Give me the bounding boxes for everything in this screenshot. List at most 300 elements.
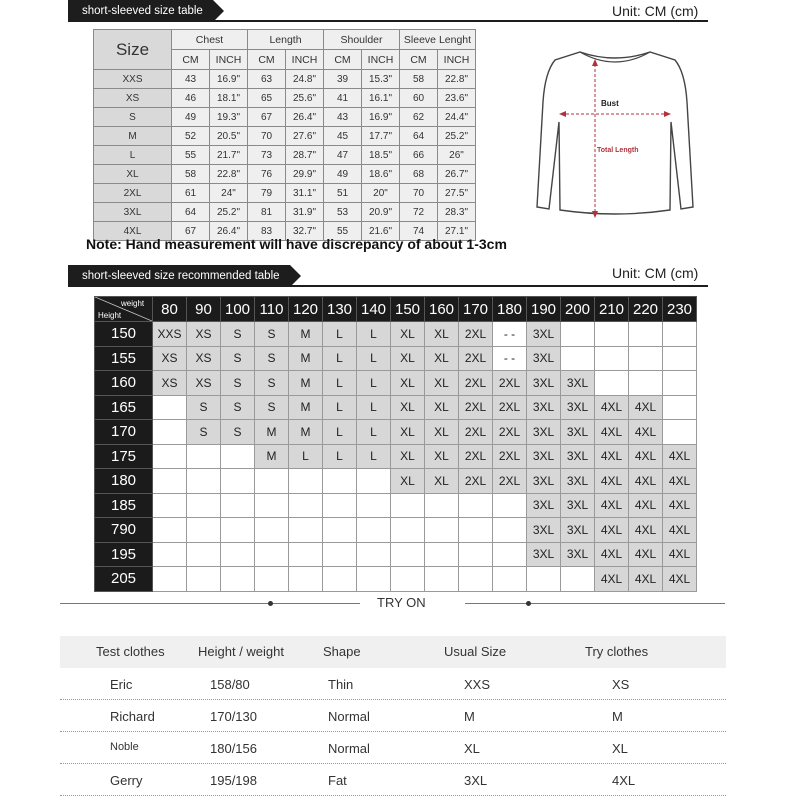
try-cell: 158/80 bbox=[210, 677, 250, 692]
size-value: 67 bbox=[248, 108, 286, 127]
size-value: 26" bbox=[438, 146, 476, 165]
size-cell bbox=[255, 518, 289, 543]
try-row bbox=[60, 732, 726, 764]
size-cell bbox=[187, 542, 221, 567]
size-value: 25.2" bbox=[210, 203, 248, 222]
size-cell: 3XL bbox=[561, 542, 595, 567]
size-cell: XS bbox=[153, 346, 187, 371]
height-row bbox=[95, 395, 697, 420]
size-label: 4XL bbox=[94, 222, 172, 241]
unit-label: Unit: CM (cm) bbox=[612, 3, 699, 19]
size-cell: S bbox=[187, 420, 221, 445]
try-header: Usual Size bbox=[444, 644, 507, 659]
size-cell: 2XL bbox=[459, 371, 493, 396]
size-label: L bbox=[94, 146, 172, 165]
try-header: Try clothes bbox=[585, 644, 649, 659]
size-cell: XL bbox=[425, 395, 459, 420]
size-cell: 3XL bbox=[561, 493, 595, 518]
size-cell bbox=[323, 518, 357, 543]
size-cell bbox=[187, 518, 221, 543]
unit-header: CM bbox=[324, 50, 362, 70]
length-arrow-bottom bbox=[592, 211, 598, 218]
weight-header: 130 bbox=[323, 297, 357, 322]
height-label: 165 bbox=[95, 395, 153, 420]
size-cell: 4XL bbox=[629, 542, 663, 567]
size-cell bbox=[221, 493, 255, 518]
weight-header: 210 bbox=[595, 297, 629, 322]
size-value: 25.6" bbox=[286, 89, 324, 108]
try-row bbox=[60, 668, 726, 700]
height-row bbox=[95, 346, 697, 371]
size-cell: XL bbox=[391, 346, 425, 371]
size-cell: XS bbox=[187, 346, 221, 371]
size-value: 17.7" bbox=[362, 127, 400, 146]
size-cell: M bbox=[289, 322, 323, 347]
size-cell: L bbox=[323, 420, 357, 445]
size-value: 22.8" bbox=[438, 70, 476, 89]
size-group-row bbox=[94, 30, 476, 50]
size-value: 79 bbox=[248, 184, 286, 203]
size-cell bbox=[187, 493, 221, 518]
size-value: 31.1" bbox=[286, 184, 324, 203]
try-cell: Normal bbox=[328, 709, 370, 724]
size-cell: XL bbox=[425, 444, 459, 469]
size-cell: - - bbox=[493, 322, 527, 347]
size-cell: S bbox=[255, 395, 289, 420]
size-value: 31.9" bbox=[286, 203, 324, 222]
size-value: 58 bbox=[400, 70, 438, 89]
size-value: 81 bbox=[248, 203, 286, 222]
measurement-note: Note: Hand measurement will have discrepancy of about 1-3cm bbox=[86, 236, 507, 252]
size-cell: 3XL bbox=[527, 542, 561, 567]
size-value: 73 bbox=[248, 146, 286, 165]
size-cell: M bbox=[289, 371, 323, 396]
size-value: 32.7" bbox=[286, 222, 324, 241]
size-value: 43 bbox=[324, 108, 362, 127]
try-cell: M bbox=[464, 709, 475, 724]
size-cell bbox=[459, 518, 493, 543]
size-value: 18.6" bbox=[362, 165, 400, 184]
try-cell: Normal bbox=[328, 741, 370, 756]
size-cell: 3XL bbox=[527, 371, 561, 396]
size-value: 66 bbox=[400, 146, 438, 165]
size-cell bbox=[153, 395, 187, 420]
size-cell: 4XL bbox=[595, 567, 629, 592]
size-cell bbox=[459, 567, 493, 592]
size-cell: S bbox=[255, 346, 289, 371]
size-cell: 3XL bbox=[527, 322, 561, 347]
height-label: 150 bbox=[95, 322, 153, 347]
tryon-dot-right bbox=[526, 601, 531, 606]
unit-header: INCH bbox=[210, 50, 248, 70]
size-value: 76 bbox=[248, 165, 286, 184]
size-value: 25.2" bbox=[438, 127, 476, 146]
size-cell: 3XL bbox=[527, 469, 561, 494]
size-cell bbox=[663, 371, 697, 396]
size-cell: 4XL bbox=[663, 542, 697, 567]
size-cell bbox=[187, 444, 221, 469]
size-table bbox=[93, 29, 476, 241]
size-value: 83 bbox=[248, 222, 286, 241]
size-cell: 4XL bbox=[629, 567, 663, 592]
size-value: 16.9" bbox=[362, 108, 400, 127]
total-length-label: Total Length bbox=[597, 147, 639, 154]
try-cell: XXS bbox=[464, 677, 491, 692]
try-cell: M bbox=[612, 709, 623, 724]
weight-header-row bbox=[95, 297, 697, 322]
size-cell bbox=[357, 567, 391, 592]
size-value: 64 bbox=[172, 203, 210, 222]
size-value: 41 bbox=[324, 89, 362, 108]
size-value: 20.5" bbox=[210, 127, 248, 146]
weight-header: 110 bbox=[255, 297, 289, 322]
size-cell bbox=[425, 567, 459, 592]
size-value: 18.1" bbox=[210, 89, 248, 108]
size-label: XS bbox=[94, 89, 172, 108]
size-cell: 2XL bbox=[493, 469, 527, 494]
size-cell bbox=[255, 469, 289, 494]
size-cell: 4XL bbox=[629, 469, 663, 494]
size-cell bbox=[595, 322, 629, 347]
size-cell: 3XL bbox=[527, 493, 561, 518]
size-cell bbox=[629, 346, 663, 371]
size-cell bbox=[289, 518, 323, 543]
weight-header: 90 bbox=[187, 297, 221, 322]
size-value: 18.5" bbox=[362, 146, 400, 165]
size-cell bbox=[493, 493, 527, 518]
size-cell: XL bbox=[391, 371, 425, 396]
size-cell: XL bbox=[425, 322, 459, 347]
size-cell: XL bbox=[425, 469, 459, 494]
size-cell bbox=[561, 322, 595, 347]
size-value: 27.1" bbox=[438, 222, 476, 241]
try-cell: 170/130 bbox=[210, 709, 257, 724]
height-label: 185 bbox=[95, 493, 153, 518]
size-value: 62 bbox=[400, 108, 438, 127]
size-cell bbox=[255, 567, 289, 592]
weight-header: 100 bbox=[221, 297, 255, 322]
height-label: 160 bbox=[95, 371, 153, 396]
size-cell bbox=[663, 346, 697, 371]
size-cell bbox=[153, 567, 187, 592]
size-value: 39 bbox=[324, 70, 362, 89]
size-cell: 4XL bbox=[595, 395, 629, 420]
size-cell bbox=[323, 469, 357, 494]
size-cell bbox=[391, 542, 425, 567]
size-value: 15.3" bbox=[362, 70, 400, 89]
try-cell: XL bbox=[464, 741, 480, 756]
height-row bbox=[95, 567, 697, 592]
size-value: 47 bbox=[324, 146, 362, 165]
height-row bbox=[95, 420, 697, 445]
size-value: 52 bbox=[172, 127, 210, 146]
try-header: Height / weight bbox=[198, 644, 284, 659]
size-cell bbox=[323, 493, 357, 518]
size-value: 21.7" bbox=[210, 146, 248, 165]
corner-cell bbox=[95, 297, 153, 322]
size-cell: L bbox=[357, 322, 391, 347]
size-cell bbox=[459, 493, 493, 518]
size-cell bbox=[153, 420, 187, 445]
try-cell: XS bbox=[612, 677, 630, 692]
size-value: 19.3" bbox=[210, 108, 248, 127]
weight-header: 220 bbox=[629, 297, 663, 322]
size-cell bbox=[357, 469, 391, 494]
unit-header: CM bbox=[172, 50, 210, 70]
weight-header: 200 bbox=[561, 297, 595, 322]
size-cell: M bbox=[289, 420, 323, 445]
size-cell: S bbox=[221, 371, 255, 396]
height-label: 195 bbox=[95, 542, 153, 567]
recommended-size-table bbox=[94, 296, 697, 592]
weight-header: 180 bbox=[493, 297, 527, 322]
size-value: 26.4" bbox=[210, 222, 248, 241]
height-row bbox=[95, 542, 697, 567]
corner-weight-label: weight bbox=[121, 299, 145, 308]
size-value: 20" bbox=[362, 184, 400, 203]
size-value: 64 bbox=[400, 127, 438, 146]
size-row bbox=[94, 203, 476, 222]
unit-header: CM bbox=[400, 50, 438, 70]
size-value: 55 bbox=[172, 146, 210, 165]
size-cell: 4XL bbox=[629, 493, 663, 518]
size-cell: 3XL bbox=[561, 469, 595, 494]
size-cell: 3XL bbox=[527, 395, 561, 420]
size-cell bbox=[663, 395, 697, 420]
rec-unit-label: Unit: CM (cm) bbox=[612, 265, 699, 281]
size-cell: 3XL bbox=[561, 371, 595, 396]
size-value: 26.4" bbox=[286, 108, 324, 127]
size-cell bbox=[221, 469, 255, 494]
size-cell bbox=[425, 542, 459, 567]
size-cell: S bbox=[255, 322, 289, 347]
size-cell: L bbox=[357, 420, 391, 445]
try-cell: 180/156 bbox=[210, 741, 257, 756]
try-cell: Eric bbox=[110, 677, 133, 692]
height-row bbox=[95, 322, 697, 347]
size-cell: 4XL bbox=[663, 444, 697, 469]
try-row bbox=[60, 764, 726, 796]
size-cell bbox=[187, 469, 221, 494]
size-cell bbox=[323, 542, 357, 567]
size-cell: 3XL bbox=[527, 444, 561, 469]
size-label: S bbox=[94, 108, 172, 127]
size-cell bbox=[153, 469, 187, 494]
corner-height-label: Height bbox=[98, 311, 122, 320]
size-cell bbox=[153, 518, 187, 543]
size-cell: XL bbox=[391, 469, 425, 494]
size-value: 70 bbox=[248, 127, 286, 146]
size-cell bbox=[391, 493, 425, 518]
size-value: 55 bbox=[324, 222, 362, 241]
try-cell: Gerry bbox=[110, 773, 143, 788]
tryon-rule-left bbox=[60, 603, 360, 604]
size-cell: L bbox=[357, 371, 391, 396]
group-header: Sleeve Lenght bbox=[400, 30, 476, 50]
size-label: 3XL bbox=[94, 203, 172, 222]
size-cell bbox=[357, 493, 391, 518]
size-cell: 4XL bbox=[629, 420, 663, 445]
try-on-table bbox=[60, 636, 726, 796]
size-cell bbox=[289, 542, 323, 567]
size-cell bbox=[289, 469, 323, 494]
size-cell: XL bbox=[425, 420, 459, 445]
size-cell: L bbox=[289, 444, 323, 469]
size-value: 67 bbox=[172, 222, 210, 241]
size-cell bbox=[561, 346, 595, 371]
size-value: 21.6" bbox=[362, 222, 400, 241]
try-cell: XL bbox=[612, 741, 628, 756]
height-label: 790 bbox=[95, 518, 153, 543]
size-value: 22.8" bbox=[210, 165, 248, 184]
bust-arrow-right bbox=[664, 111, 671, 117]
group-header: Chest bbox=[172, 30, 248, 50]
weight-header: 80 bbox=[153, 297, 187, 322]
size-value: 49 bbox=[324, 165, 362, 184]
size-value: 46 bbox=[172, 89, 210, 108]
size-cell: XS bbox=[187, 371, 221, 396]
size-cell bbox=[663, 322, 697, 347]
tryon-title: TRY ON bbox=[377, 595, 426, 610]
size-cell: 4XL bbox=[595, 420, 629, 445]
size-cell: L bbox=[357, 395, 391, 420]
size-cell bbox=[289, 567, 323, 592]
size-cell: XL bbox=[425, 371, 459, 396]
size-cell: XL bbox=[391, 444, 425, 469]
size-cell: 2XL bbox=[459, 420, 493, 445]
size-cell bbox=[595, 371, 629, 396]
size-cell: 3XL bbox=[561, 518, 595, 543]
size-cell: 4XL bbox=[595, 518, 629, 543]
size-cell: XS bbox=[153, 371, 187, 396]
size-cell: L bbox=[357, 444, 391, 469]
size-cell bbox=[357, 542, 391, 567]
try-on-header-row bbox=[60, 636, 726, 668]
size-row bbox=[94, 89, 476, 108]
size-cell: 4XL bbox=[595, 444, 629, 469]
size-cell bbox=[221, 444, 255, 469]
size-cell bbox=[561, 567, 595, 592]
size-value: 74 bbox=[400, 222, 438, 241]
height-row bbox=[95, 493, 697, 518]
try-cell: Fat bbox=[328, 773, 347, 788]
size-cell: 2XL bbox=[493, 371, 527, 396]
bust-arrow-left bbox=[559, 111, 566, 117]
size-cell: 4XL bbox=[595, 493, 629, 518]
size-cell bbox=[221, 518, 255, 543]
size-value: 16.1" bbox=[362, 89, 400, 108]
size-cell: 3XL bbox=[527, 346, 561, 371]
weight-header: 160 bbox=[425, 297, 459, 322]
size-row bbox=[94, 127, 476, 146]
size-row bbox=[94, 70, 476, 89]
size-cell: L bbox=[323, 444, 357, 469]
size-cell bbox=[221, 542, 255, 567]
size-value: 24.8" bbox=[286, 70, 324, 89]
size-cell bbox=[493, 542, 527, 567]
size-value: 61 bbox=[172, 184, 210, 203]
size-value: 29.9" bbox=[286, 165, 324, 184]
height-row bbox=[95, 518, 697, 543]
shirt-collar bbox=[580, 52, 650, 62]
size-cell: L bbox=[357, 346, 391, 371]
height-label: 180 bbox=[95, 469, 153, 494]
size-value: 60 bbox=[400, 89, 438, 108]
unit-header: CM bbox=[248, 50, 286, 70]
unit-header: INCH bbox=[362, 50, 400, 70]
size-value: 58 bbox=[172, 165, 210, 184]
tryon-rule-right bbox=[465, 603, 725, 604]
size-cell: 4XL bbox=[663, 518, 697, 543]
size-value: 45 bbox=[324, 127, 362, 146]
height-row bbox=[95, 469, 697, 494]
size-cell bbox=[153, 493, 187, 518]
size-cell bbox=[255, 542, 289, 567]
size-label: 2XL bbox=[94, 184, 172, 203]
size-cell bbox=[663, 420, 697, 445]
unit-header: INCH bbox=[286, 50, 324, 70]
group-header: Length bbox=[248, 30, 324, 50]
size-value: 68 bbox=[400, 165, 438, 184]
size-value: 20.9" bbox=[362, 203, 400, 222]
size-value: 70 bbox=[400, 184, 438, 203]
size-value: 51 bbox=[324, 184, 362, 203]
size-header: Size bbox=[94, 30, 172, 70]
size-cell: S bbox=[221, 395, 255, 420]
size-value: 49 bbox=[172, 108, 210, 127]
size-cell bbox=[391, 567, 425, 592]
size-cell bbox=[391, 518, 425, 543]
bust-label: Bust bbox=[601, 99, 619, 108]
size-cell: XL bbox=[425, 346, 459, 371]
size-cell bbox=[629, 371, 663, 396]
length-arrow-top bbox=[592, 59, 598, 66]
height-row bbox=[95, 371, 697, 396]
size-cell bbox=[357, 518, 391, 543]
size-cell: 3XL bbox=[561, 395, 595, 420]
height-label: 205 bbox=[95, 567, 153, 592]
size-value: 63 bbox=[248, 70, 286, 89]
size-cell: - - bbox=[493, 346, 527, 371]
try-cell: 4XL bbox=[612, 773, 636, 788]
size-cell: S bbox=[221, 346, 255, 371]
weight-header: 120 bbox=[289, 297, 323, 322]
weight-header: 190 bbox=[527, 297, 561, 322]
size-cell: XL bbox=[391, 420, 425, 445]
size-value: 27.5" bbox=[438, 184, 476, 203]
size-value: 43 bbox=[172, 70, 210, 89]
height-label: 170 bbox=[95, 420, 153, 445]
size-cell: 3XL bbox=[527, 420, 561, 445]
corner-diagonal bbox=[95, 297, 152, 321]
size-value: 16.9" bbox=[210, 70, 248, 89]
size-cell: 4XL bbox=[629, 518, 663, 543]
size-row bbox=[94, 165, 476, 184]
size-row bbox=[94, 108, 476, 127]
size-cell: 2XL bbox=[459, 469, 493, 494]
size-cell: 2XL bbox=[459, 395, 493, 420]
size-cell: XS bbox=[187, 322, 221, 347]
size-cell: 3XL bbox=[561, 420, 595, 445]
shirt-outline bbox=[537, 52, 693, 214]
size-cell bbox=[153, 542, 187, 567]
unit-header: INCH bbox=[438, 50, 476, 70]
size-value: 24" bbox=[210, 184, 248, 203]
size-cell: L bbox=[323, 322, 357, 347]
size-cell: 4XL bbox=[595, 542, 629, 567]
size-value: 28.7" bbox=[286, 146, 324, 165]
size-value: 28.3" bbox=[438, 203, 476, 222]
